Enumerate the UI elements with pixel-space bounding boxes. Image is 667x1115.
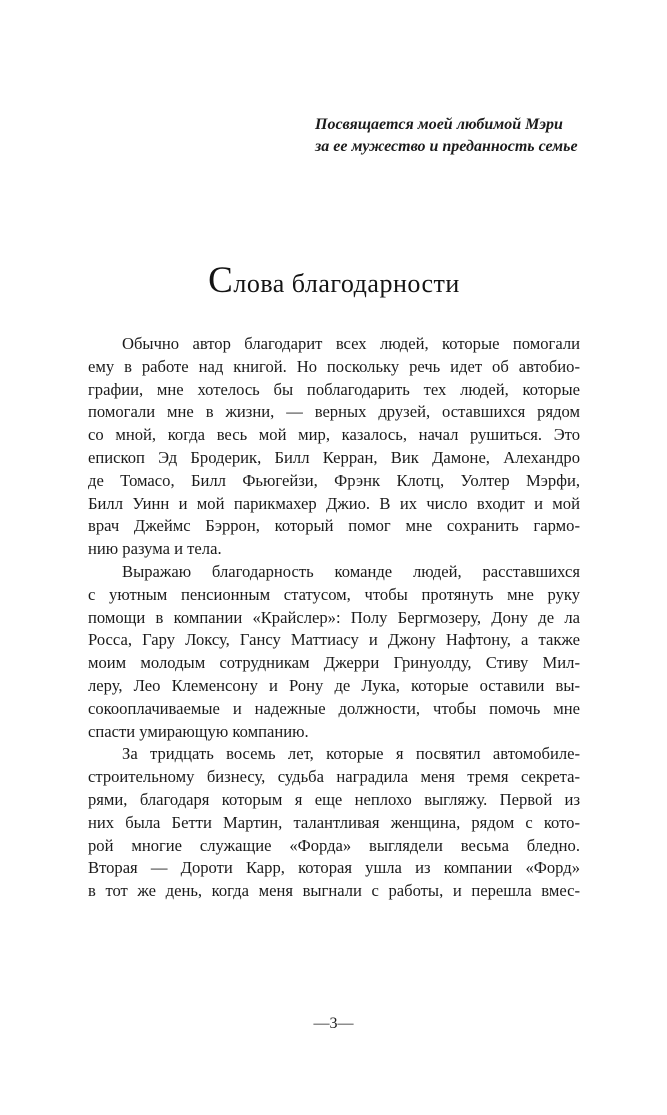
page-number: —3—: [313, 1015, 354, 1032]
text-line: Вторая — Дороти Карр, которая ушла из компании «Форд»: [88, 858, 580, 878]
dedication-line-2: за ее мужество и преданность семье: [315, 138, 578, 155]
text-line: моим молодым сотрудникам Джерри Гринуолду, Стиву Мил-: [88, 653, 580, 673]
text-line: врач Джеймс Бэррон, который помог мне сохранить гармо-: [88, 516, 580, 536]
text-line: Билл Уинн и мой парикмахер Джио. В их число входит и мой: [88, 493, 580, 513]
text-line: строительному бизнесу, судьба наградила меня тремя секрета-: [88, 767, 580, 787]
text-line: нию разума и тела.: [88, 539, 222, 559]
text-line: спасти умирающую компанию.: [88, 721, 309, 741]
paragraph: [88, 743, 580, 903]
body-text: [88, 333, 580, 903]
text-line: помогали мне в жизни, — верных друзей, оставшихся рядом: [88, 402, 580, 422]
text-line: помощи в компании «Крайслер»: Полу Бергмозеру, Дону де ла: [88, 607, 580, 627]
paragraph: [88, 333, 580, 561]
text-line: Выражаю благодарность команде людей, расставшихся: [122, 561, 580, 581]
text-line: сокооплачиваемые и надежные должности, чтобы помочь мне: [88, 698, 580, 718]
text-line: них была Бетти Мартин, талантливая женщина, рядом с кото-: [88, 812, 580, 832]
text-line: ему в работе над книгой. Но поскольку речь идет об автобио-: [88, 356, 580, 376]
text-line: де Томасо, Билл Фьюгейзи, Фрэнк Клотц, Уолтер Мэрфи,: [88, 470, 580, 490]
text-line: со мной, когда весь мой мир, казалось, начал рушиться. Это: [88, 425, 580, 445]
text-line: в тот же день, когда меня выгнали с работы, и перешла вмес-: [88, 881, 580, 901]
heading-text: лова благодарности: [233, 269, 460, 298]
heading-initial-letter: С: [208, 260, 234, 301]
text-line: Обычно автор благодарит всех людей, которые помогали: [122, 334, 580, 353]
dedication: [315, 114, 580, 158]
chapter-heading: [88, 262, 580, 303]
text-line: За тридцать восемь лет, которые я посвятил автомобиле-: [122, 744, 580, 764]
book-page: [0, 114, 667, 1115]
text-line: графии, мне хотелось бы поблагодарить тех людей, которые: [88, 379, 580, 399]
dedication-line-1: Посвящается моей любимой Мэри: [315, 116, 563, 133]
paragraph: [88, 561, 580, 743]
text-line: Росса, Гару Локсу, Гансу Маттиасу и Джону Нафтону, а также: [88, 630, 580, 650]
text-line: рой многие служащие «Форда» выглядели весьма бледно.: [88, 835, 580, 855]
text-line: епископ Эд Бродерик, Билл Керран, Вик Дамоне, Алехандро: [88, 447, 580, 467]
text-line: леру, Лео Клеменсону и Рону де Лука, которые оставили вы-: [88, 675, 580, 695]
text-line: с уютным пенсионным статусом, чтобы протянуть мне руку: [88, 584, 580, 604]
text-line: рями, благодаря которым я еще неплохо выгляжу. Первой из: [88, 789, 580, 809]
